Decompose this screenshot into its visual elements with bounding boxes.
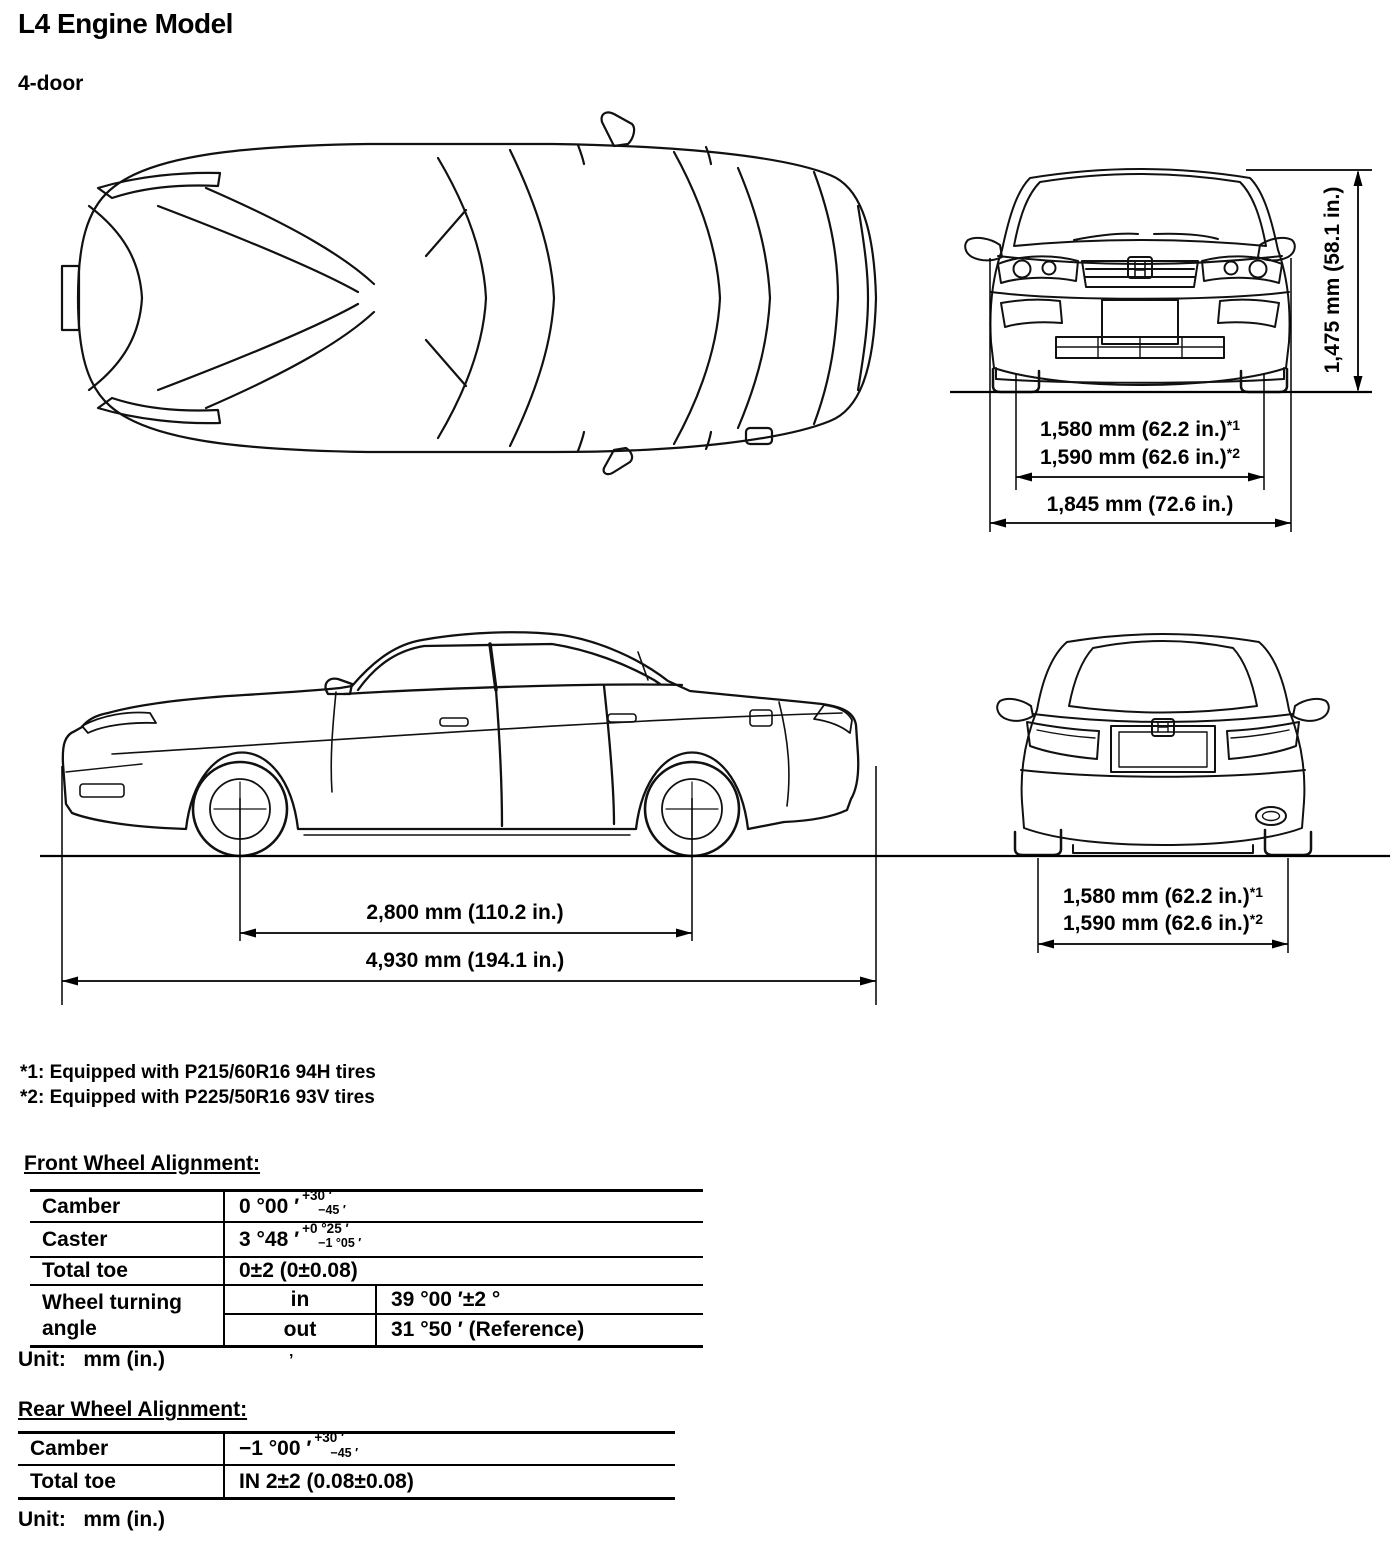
dim-front-height-text: 1,475 mm (58.1 in.) <box>1321 186 1344 374</box>
front-unit-label: Unit: mm (in.) <box>18 1348 165 1371</box>
body-style-label: 4-door <box>18 72 84 95</box>
dim-wheelbase-label <box>315 901 615 925</box>
front-wheel-turning-line2: angle <box>42 1316 97 1340</box>
rear-camber-label: Camber <box>18 1434 225 1466</box>
stray-mark: ’ <box>289 1352 294 1369</box>
dim-front-tread2-label <box>990 445 1290 470</box>
front-alignment-table <box>30 1189 703 1348</box>
front-caster-base: 3 °48 ′ <box>239 1227 300 1251</box>
dim-rear-tread1-label <box>1013 884 1313 909</box>
dim-front-height-label <box>1321 160 1345 400</box>
front-caster-tolerance <box>302 1222 361 1250</box>
dim-front-width-label <box>990 493 1290 517</box>
dim-rear-tread2-text: 1,590 mm (62.6 in.) <box>1063 912 1250 935</box>
front-total-toe-label: Total toe <box>30 1258 225 1286</box>
front-turning-out-label: out <box>225 1315 377 1345</box>
dim-rear-tread2-ref: *2 <box>1249 911 1263 927</box>
front-caster-value <box>225 1220 703 1258</box>
front-wheel-turning-line1: Wheel turning <box>42 1290 182 1314</box>
dim-front-tread2-ref: *2 <box>1226 445 1240 461</box>
dim-front-tread1-ref: *1 <box>1226 417 1240 433</box>
tire-note-1: *1: Equipped with P215/60R16 94H tires <box>20 1062 376 1083</box>
tire-note-2: *2: Equipped with P225/50R16 93V tires <box>20 1087 375 1108</box>
front-turning-out-value: 31 °50 ′ (Reference) <box>391 1318 585 1341</box>
front-camber-tol-plus: +30 ′ <box>302 1187 333 1203</box>
front-alignment-heading: Front Wheel Alignment: <box>24 1152 261 1175</box>
front-wheel-turning-label <box>30 1286 225 1345</box>
dim-rear-tread1-ref: *1 <box>1249 884 1263 900</box>
dim-length-text: 4,930 mm (194.1 in.) <box>365 949 565 972</box>
rear-total-toe-value: IN 2±2 (0.08±0.08) <box>239 1469 414 1493</box>
page-title: L4 Engine Model <box>18 8 233 39</box>
dim-front-tread1-text: 1,580 mm (62.2 in.) <box>1040 418 1227 441</box>
front-camber-tolerance <box>302 1189 346 1217</box>
front-total-toe-value: 0±2 (0±0.08) <box>225 1258 703 1286</box>
rear-total-toe-label: Total toe <box>18 1466 225 1497</box>
rear-alignment-table <box>18 1431 675 1500</box>
rear-camber-base: −1 °00 ′ <box>239 1437 312 1460</box>
front-turning-in-value: 39 °00 ′±2 ° <box>377 1286 703 1315</box>
rear-alignment-heading: Rear Wheel Alignment: <box>18 1398 248 1421</box>
dim-rear-tread2-label <box>1013 911 1313 936</box>
rear-camber-tolerance <box>314 1431 358 1459</box>
front-caster-tol-minus: −1 °05 ′ <box>318 1236 362 1250</box>
rear-unit-label: Unit: mm (in.) <box>18 1508 165 1531</box>
rear-camber-value <box>225 1430 675 1466</box>
rear-camber-tol-plus: +30 ′ <box>314 1430 345 1445</box>
front-camber-tol-minus: −45 ′ <box>318 1203 346 1217</box>
dim-front-width-text: 1,845 mm (72.6 in.) <box>1046 493 1234 516</box>
dim-wheelbase-text: 2,800 mm (110.2 in.) <box>366 901 564 924</box>
front-camber-value <box>225 1187 703 1223</box>
rear-camber-tol-minus: −45 ′ <box>330 1445 359 1460</box>
front-caster-label: Caster <box>30 1223 225 1258</box>
front-turning-in-label: in <box>225 1286 377 1315</box>
front-camber-label: Camber <box>30 1192 225 1223</box>
dim-rear-tread1-text: 1,580 mm (62.2 in.) <box>1063 885 1250 908</box>
front-camber-base: 0 °00 ′ <box>239 1194 300 1218</box>
dim-length-label <box>315 949 615 973</box>
dim-front-tread1-label <box>990 417 1290 442</box>
dim-front-tread2-text: 1,590 mm (62.6 in.) <box>1040 446 1227 469</box>
front-caster-tol-plus: +0 °25 ′ <box>302 1220 349 1236</box>
